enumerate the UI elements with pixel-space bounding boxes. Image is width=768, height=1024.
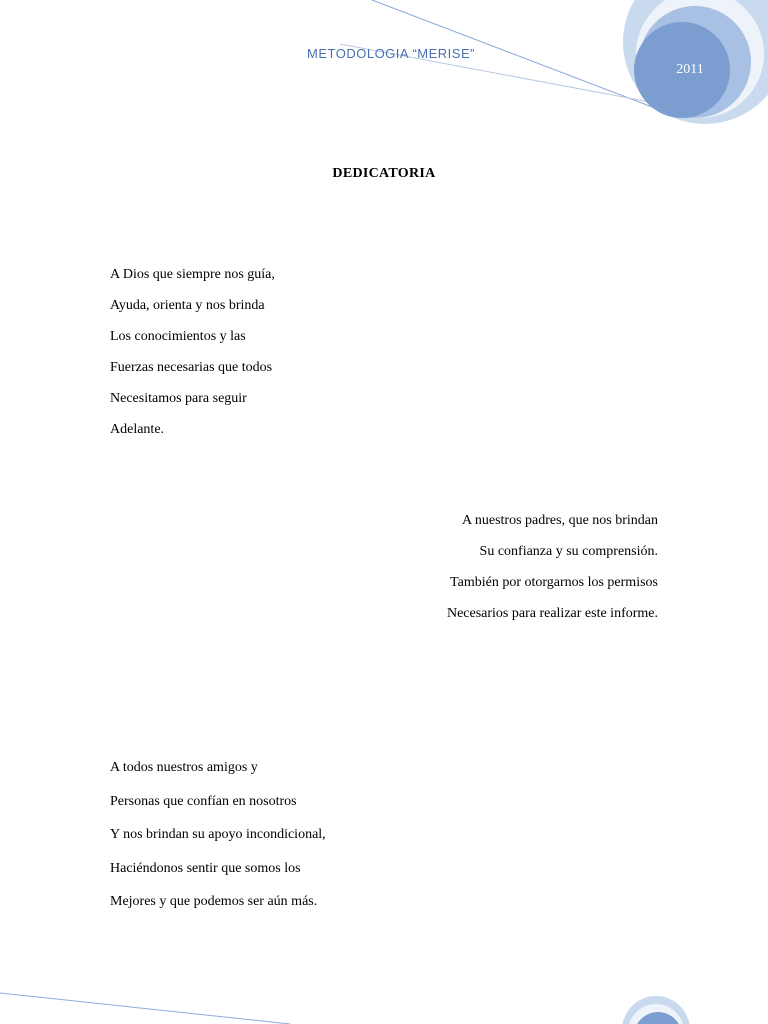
stanza-line: A Dios que siempre nos guía,: [110, 267, 275, 282]
stanza-line: Mejores y que podemos ser aún más.: [110, 894, 318, 909]
stanza-line: Necesarios para realizar este informe.: [446, 606, 658, 621]
stanza-line: Su confianza y su comprensión.: [479, 544, 658, 559]
stanza-line: Los conocimientos y las: [110, 329, 246, 344]
stanza-line: Necesitamos para seguir: [110, 391, 247, 406]
stanza-line: Ayuda, orienta y nos brinda: [110, 298, 265, 313]
stanza-line: Y nos brindan su apoyo incondicional,: [110, 827, 326, 842]
dedication-stanza-god: [110, 259, 275, 445]
page-heading: DEDICATORIA: [332, 166, 436, 181]
stanza-line: A todos nuestros amigos y: [110, 760, 258, 775]
footer-deco-line: [0, 993, 290, 1024]
stanza-line: Fuerzas necesarias que todos: [110, 360, 273, 375]
year-badge: 2011: [676, 62, 704, 77]
dedication-stanza-friends: [110, 751, 326, 919]
dedication-stanza-parents: [447, 505, 658, 629]
stanza-line: Personas que confían en nosotros: [110, 793, 297, 809]
stanza-line: A nuestros padres, que nos brindan: [462, 513, 658, 528]
stanza-line: Haciéndonos sentir que somos los: [110, 860, 301, 876]
header-title: METODOLOGIA “MERISE”: [307, 46, 475, 61]
stanza-line: También por otorgarnos los permisos: [450, 575, 658, 590]
stanza-line: Adelante.: [110, 422, 165, 437]
